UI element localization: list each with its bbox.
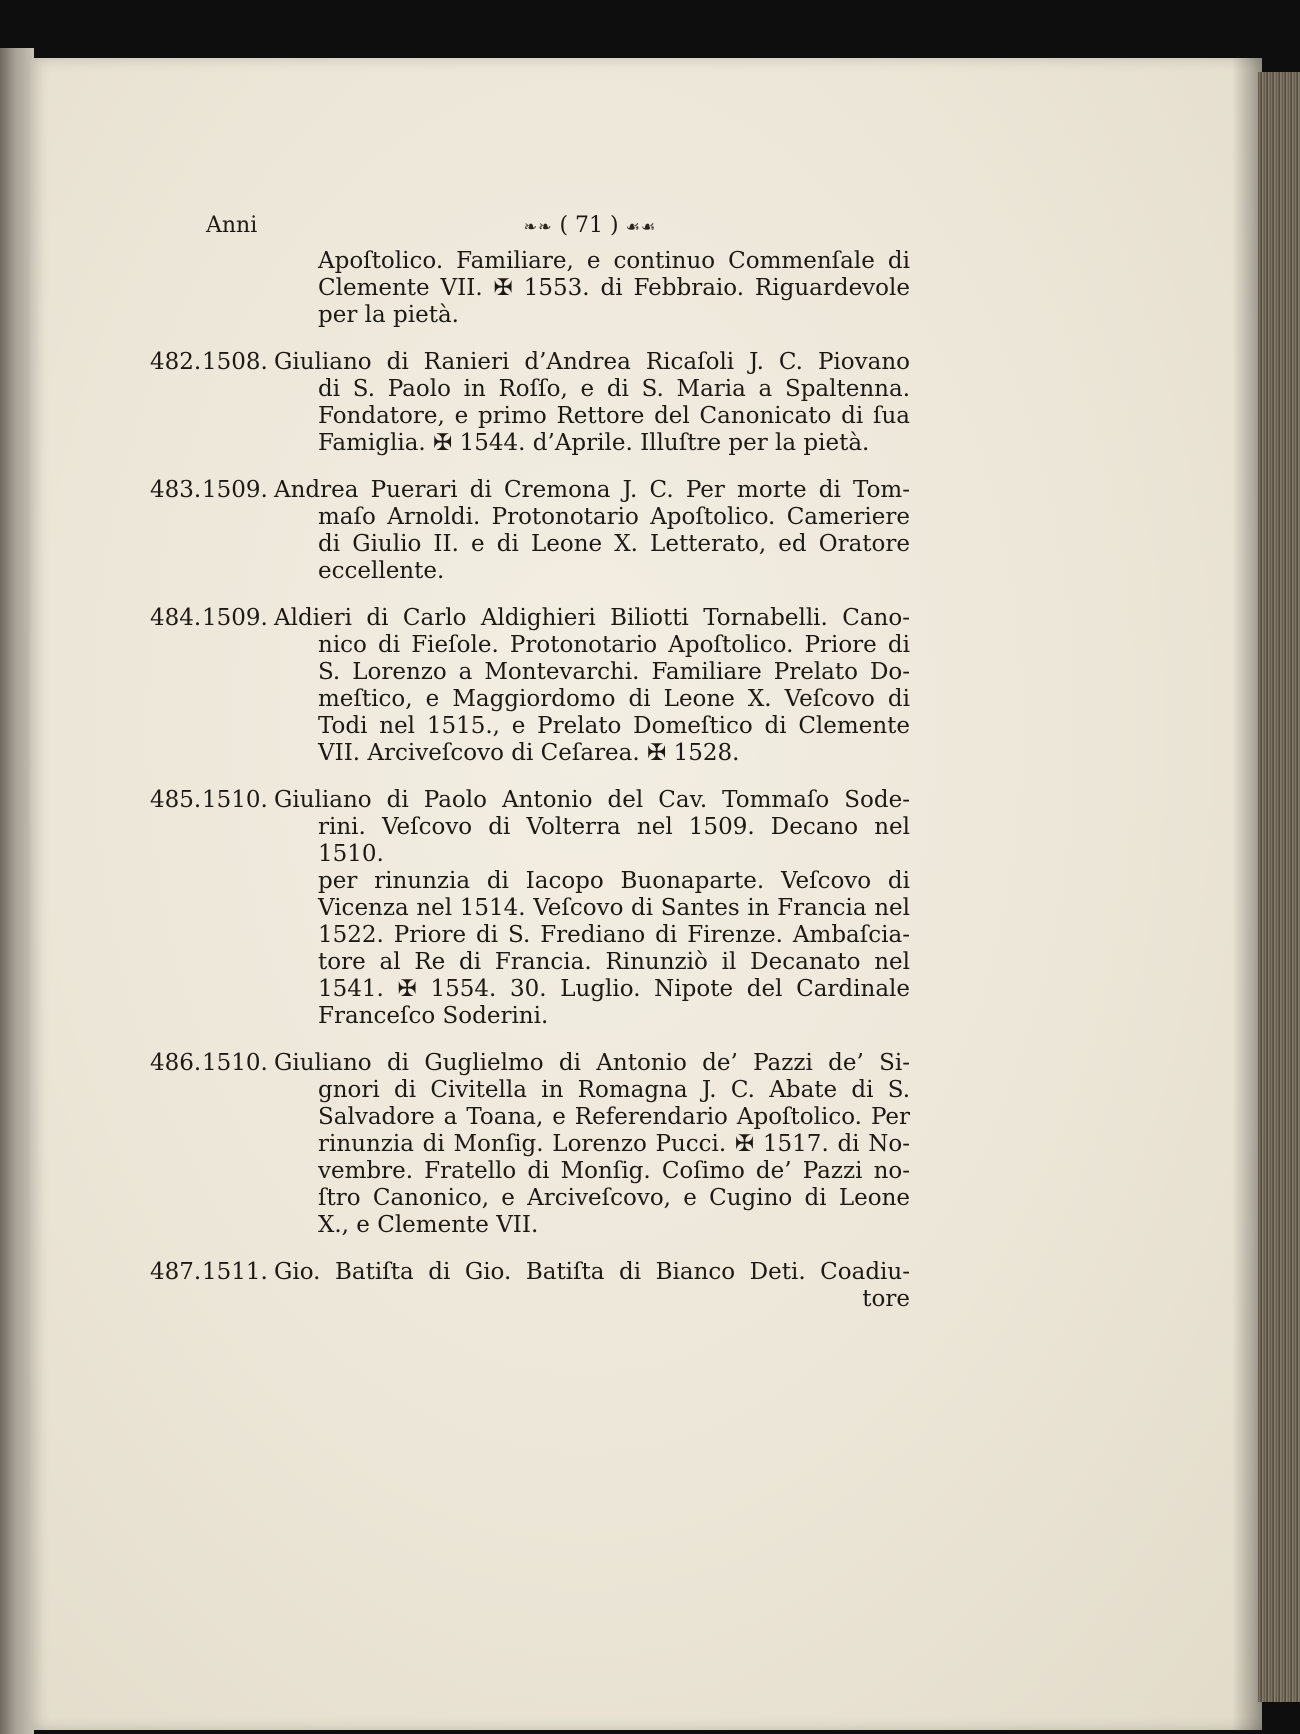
entry-year: 1508. [202,349,268,375]
text-line: meſtico, e Maggiordomo di Leone X. Veſcovo di [318,686,910,712]
entry-number: 485. [150,787,202,813]
book-left-board [0,48,34,1734]
entry-number: 483. [150,477,202,503]
entry-year: 1509. [202,477,268,503]
entry-head [150,605,910,632]
text-line: Vicenza nel 1514. Veſcovo di Santes in Francia nel [318,895,910,921]
entry-first-line: Giuliano di Guglielmo di Antonio de’ Pazzi de’ Si- [274,1050,910,1076]
entry-number: 484. [150,605,202,631]
entries-list [150,349,910,1286]
ornament-left-icon: ❧❧ [523,217,553,236]
page-edges [1258,72,1300,1702]
entry-head [150,349,910,376]
entry-body [150,814,910,1030]
text-line: gnori di Civitella in Romagna J. C. Abate di S. [318,1077,910,1103]
text-line: ſtro Canonico, e Arciveſcovo, e Cugino di Leone [318,1185,910,1211]
entry-year: 1509. [202,605,268,631]
page-number [440,212,740,240]
entry-first-line: Gio. Batiſta di Gio. Batiſta di Bianco Deti. Coadiu- [274,1259,910,1285]
entry-body [150,1077,910,1239]
entry-first-line: Aldieri di Carlo Aldighieri Biliotti Tornabelli. Cano- [274,605,910,631]
running-head: Anni [206,213,258,238]
text-line: Clemente VII. ✠ 1553. di Febbraio. Riguardevole [318,275,910,301]
text-line: Franceſco Soderini. [318,1003,549,1029]
text-line: eccellente. [318,558,445,584]
text-block [150,212,910,1313]
entry-number: 487. [150,1259,202,1285]
text-line: rini. Veſcovo di Volterra nel 1509. Decano nel 1510. [318,814,910,867]
text-line: maſo Arnoldi. Protonotario Apoſtolico. Cameriere [318,504,910,530]
entry-number: 486. [150,1050,202,1076]
text-line: 1522. Priore di S. Frediano di Firenze. Ambaſcia- [318,922,910,948]
continuation-text [150,248,910,329]
page-header [150,212,910,248]
entry-head [150,1050,910,1077]
entry-year: 1511. [202,1259,268,1285]
text-line: Apoſtolico. Familiare, e continuo Commenſale di [318,248,910,274]
entry-year: 1510. [202,787,268,813]
entry [150,349,910,457]
text-line: VII. Arciveſcovo di Ceſarea. ✠ 1528. [318,740,740,766]
entry-head [150,787,910,814]
text-line: per rinunzia di Iacopo Buonaparte. Veſcovo di [318,868,910,894]
entry [150,477,910,585]
text-line: Famiglia. ✠ 1544. d’Aprile. Illuſtre per la pietà. [318,430,870,456]
entry-year: 1510. [202,1050,268,1076]
text-line: nico di Fieſole. Protonotario Apoſtolico. Priore di [318,632,910,658]
text-line: per la pietà. [318,302,459,328]
text-line: Todi nel 1515., e Prelato Domeſtico di Clemente [318,713,910,739]
entry [150,1050,910,1239]
text-line: vembre. Fratello di Monſig. Coſimo de’ Pazzi no- [318,1158,910,1184]
text-line: Salvadore a Toana, e Referendario Apoſtolico. Per [318,1104,910,1130]
text-line: di S. Paolo in Roſſo, e di S. Maria a Spaltenna. [318,376,910,402]
entry [150,787,910,1030]
text-line: S. Lorenzo a Montevarchi. Familiare Prelato Do- [318,659,910,685]
entry-head [150,1259,910,1286]
entry [150,1259,910,1286]
text-line: di Giulio II. e di Leone X. Letterato, ed Oratore [318,531,910,557]
entry-head [150,477,910,504]
entry-first-line: Giuliano di Ranieri d’Andrea Ricaſoli J. C. Piovano [274,349,910,375]
entry [150,605,910,767]
text-line: rinunzia di Monſig. Lorenzo Pucci. ✠ 1517. di No- [318,1131,910,1157]
text-line: Fondatore, e primo Rettore del Canonicato di ſua [318,403,910,429]
entry-body [150,504,910,585]
text-line: X., e Clemente VII. [318,1212,539,1238]
ornament-right-icon: ☙☙ [625,217,657,236]
entry-body [150,376,910,457]
entry-first-line: Andrea Puerari di Cremona J. C. Per morte di Tom- [274,477,910,503]
entry-number: 482. [150,349,202,375]
entry-first-line: Giuliano di Paolo Antonio del Cav. Tommaſo Sode- [274,787,910,813]
text-line: tore al Re di Francia. Rinunziò il Decanato nel [318,949,910,975]
text-line: 1541. ✠ 1554. 30. Luglio. Nipote del Cardinale [318,976,910,1002]
page-number-text: ( 71 ) [559,213,619,238]
catchword: tore [862,1286,910,1312]
entry-body [150,632,910,767]
